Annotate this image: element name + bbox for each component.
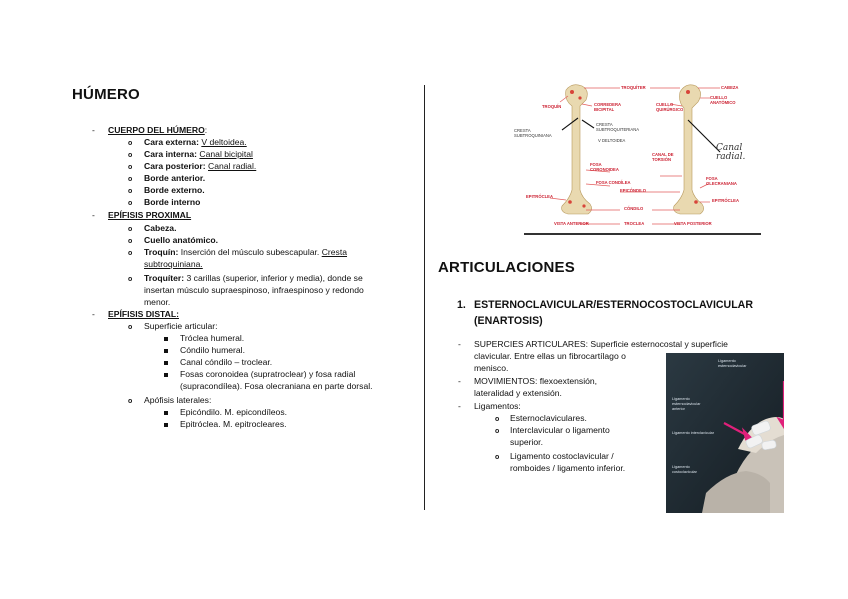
cara-externa: Cara externa: V deltoidea.: [144, 137, 247, 147]
troquiter: Troquíter: 3 carillas (superior, inferior y media), donde se: [144, 273, 363, 283]
troclea-humeral: Tróclea humeral.: [180, 333, 245, 343]
handwritten-note: Canal radial.: [716, 143, 746, 162]
distal-heading: EPÍFISIS DISTAL:: [108, 309, 179, 319]
superficies-l1: SUPERCIES ARTICULARES: Superficie esternocostal y superficie: [474, 339, 728, 349]
shoulder-tag-1: Ligamento esternoclavicular anterior: [672, 397, 701, 411]
section-title-articulaciones: ARTICULACIONES: [438, 259, 575, 276]
epitroclea: Epitróclea. M. epitrocleares.: [180, 419, 287, 429]
cabeza: Cabeza.: [144, 223, 177, 233]
movimientos-l2: lateralidad y extensión.: [474, 388, 562, 398]
troquiter-l3: menor.: [144, 297, 171, 307]
humerus-figure: TROQUÍTER CABEZA TROQUÍN CORREDERA BICIPITAL CUELLO QUIRÚRGICO CUELLO ANATÓMICO CRESTA SUBTROQUINIANA CRESTA SUBTROQUITERIANA V DELTOIDEA CANAL DE TORSIÓN FOSA CORONOIDEA FOSA CONDÍLEA EPICÓNDILO FOSA OLECRANIANA EPITRÓCLEA EPITRÓCLEA CÓNDILO TROCLEA VISTA ANTERIOR VISTA POSTERIOR Canal radial.: [520, 80, 765, 236]
troquin-cont: subtroquiniana.: [144, 259, 203, 269]
lig-interclavicular: Interclavicular o ligamento: [510, 425, 610, 435]
cuerpo-heading: CUERPO DEL HÚMERO:: [108, 125, 208, 135]
canal-condilo-troclear: Canal cóndilo – troclear.: [180, 357, 273, 367]
superficies-l2: clavicular. Entre ellas un fibrocartílago o: [474, 351, 626, 361]
proximal-heading: EPÍFISIS PROXIMAL: [108, 210, 192, 220]
epicondilo: Epicóndilo. M. epicondíleos.: [180, 407, 288, 417]
figure-baseline: [524, 233, 761, 235]
shoulder-tag-2: Ligamento interclavicular: [672, 431, 714, 435]
shoulder-tag-3: Ligamento costoclavicular: [672, 465, 697, 474]
lig-esternoclaviculares: Esternoclaviculares.: [510, 413, 587, 423]
ligamentos: Ligamentos:: [474, 401, 521, 411]
lig-costoclavicular-l2: romboides / ligamento inferior.: [510, 463, 626, 473]
borde-externo: Borde externo.: [144, 185, 205, 195]
page-title-humero: HÚMERO: [72, 86, 140, 103]
fosas-l2: (supracondílea). Fosa olecraniana en parte dorsal.: [180, 381, 373, 391]
lig-costoclavicular: Ligamento costoclavicular /: [510, 451, 614, 461]
sternoclavicular-image: [666, 353, 784, 513]
movimientos-l1: MOVIMIENTOS: flexoextensión,: [474, 376, 598, 386]
troquiter-l2: insertan músculo supraespinoso, infraespinoso y redondo: [144, 285, 364, 295]
fosas-l1: Fosas coronoidea (supratroclear) y fosa radial: [180, 369, 356, 379]
condilo-humeral: Cóndilo humeral.: [180, 345, 245, 355]
apofisis-laterales: Apófisis laterales:: [144, 395, 212, 405]
column-divider: [424, 85, 425, 510]
cara-interna: Cara interna: Canal bicipital: [144, 149, 253, 159]
borde-anterior: Borde anterior.: [144, 173, 206, 183]
troquin: Troquín: Inserción del músculo subescapular. Cresta: [144, 247, 348, 257]
borde-interno: Borde interno: [144, 197, 201, 207]
superficie-articular: Superficie articular:: [144, 321, 218, 331]
cara-posterior: Cara posterior: Canal radial.: [144, 161, 257, 171]
superficies-l3: menisco.: [474, 363, 509, 373]
cuello-anatomico: Cuello anatómico.: [144, 235, 219, 245]
lig-interclavicular-l2: superior.: [510, 437, 543, 447]
shoulder-title: Ligamento esternoclavicular: [718, 359, 747, 368]
dash-bullet: -: [92, 125, 95, 135]
